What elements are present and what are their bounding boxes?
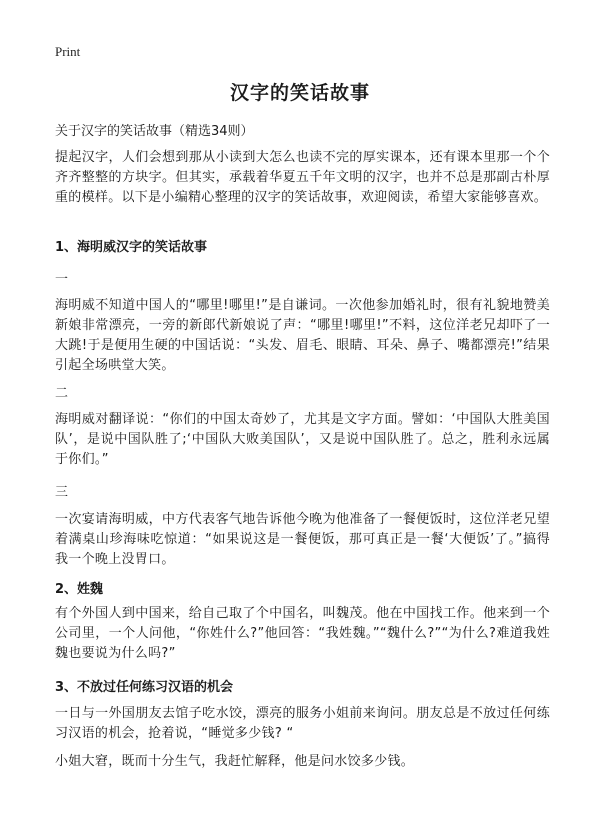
story-paragraph-1: 海明威不知道中国人的“哪里!哪里!”是自谦词。一次他参加婚礼时，很有礼貌地赞美新娘非常漂亮，一旁的新郎代新娘说了声：“哪里!哪里!”不料，这位洋老兄却吓了一大跳!于是便用生硬的中国话说：“头发、眉毛、眼睛、耳朵、鼻子、嘴都漂亮!”结果引起全场哄堂大笑。 [55, 298, 550, 373]
story-paragraph-4: 有个外国人到中国来，给自己取了个中国名，叫魏茂。他在中国找工作。他来到一个公司里，一个人问他，“你姓什么?”他回答：“我姓魏。”“魏什么?”“为什么?难道我姓魏也要说为什么吗?” [55, 606, 550, 661]
part-marker-1: 一 [55, 272, 69, 287]
part-marker-2: 二 [55, 386, 69, 401]
print-link[interactable]: Print [55, 44, 81, 59]
section-heading-3: 3、不放过任何练习汉语的机会 [55, 680, 234, 695]
story-paragraph-6: 小姐大窘，既而十分生气，我赶忙解释，他是问水饺多少钱。 [55, 754, 415, 769]
section-heading-2: 2、姓魏 [55, 582, 104, 597]
story-paragraph-3: 一次宴请海明威，中方代表客气地告诉他今晚为他准备了一餐便饭时，这位洋老兄望着满桌山珍海味吃惊道：“如果说这是一餐便饭，那可真正是一餐‘大便饭’了。”搞得我一个晚上没胃口。 [55, 512, 550, 567]
intro-paragraph: 提起汉字，人们会想到那从小读到大怎么也读不完的厚实课本，还有课本里那一个个齐齐整整的方块字。但其实，承载着华夏五千年文明的汉字，也并不总是那副古朴厚重的模样。以下是小编精心整理的汉字的笑话故事，欢迎阅读，希望大家能够喜欢。 [55, 150, 550, 205]
story-paragraph-2: 海明威对翻译说：“你们的中国太奇妙了，尤其是文字方面。譬如：‘中国队大胜美国队’，是说中国队胜了;‘中国队大败美国队’，又是说中国队胜了。总之，胜利永远属于你们。” [55, 412, 550, 467]
story-paragraph-5: 一日与一外国朋友去馆子吃水饺，漂亮的服务小姐前来询问。朋友总是不放过任何练习汉语的机会，抢着说，“睡觉多少钱? “ [55, 706, 550, 741]
part-marker-3: 三 [55, 485, 69, 500]
page-title: 汉字的笑话故事 [229, 82, 370, 104]
section-heading-1: 1、海明威汉字的笑话故事 [55, 240, 208, 255]
subtitle: 关于汉字的笑话故事（精选34则） [55, 124, 254, 139]
